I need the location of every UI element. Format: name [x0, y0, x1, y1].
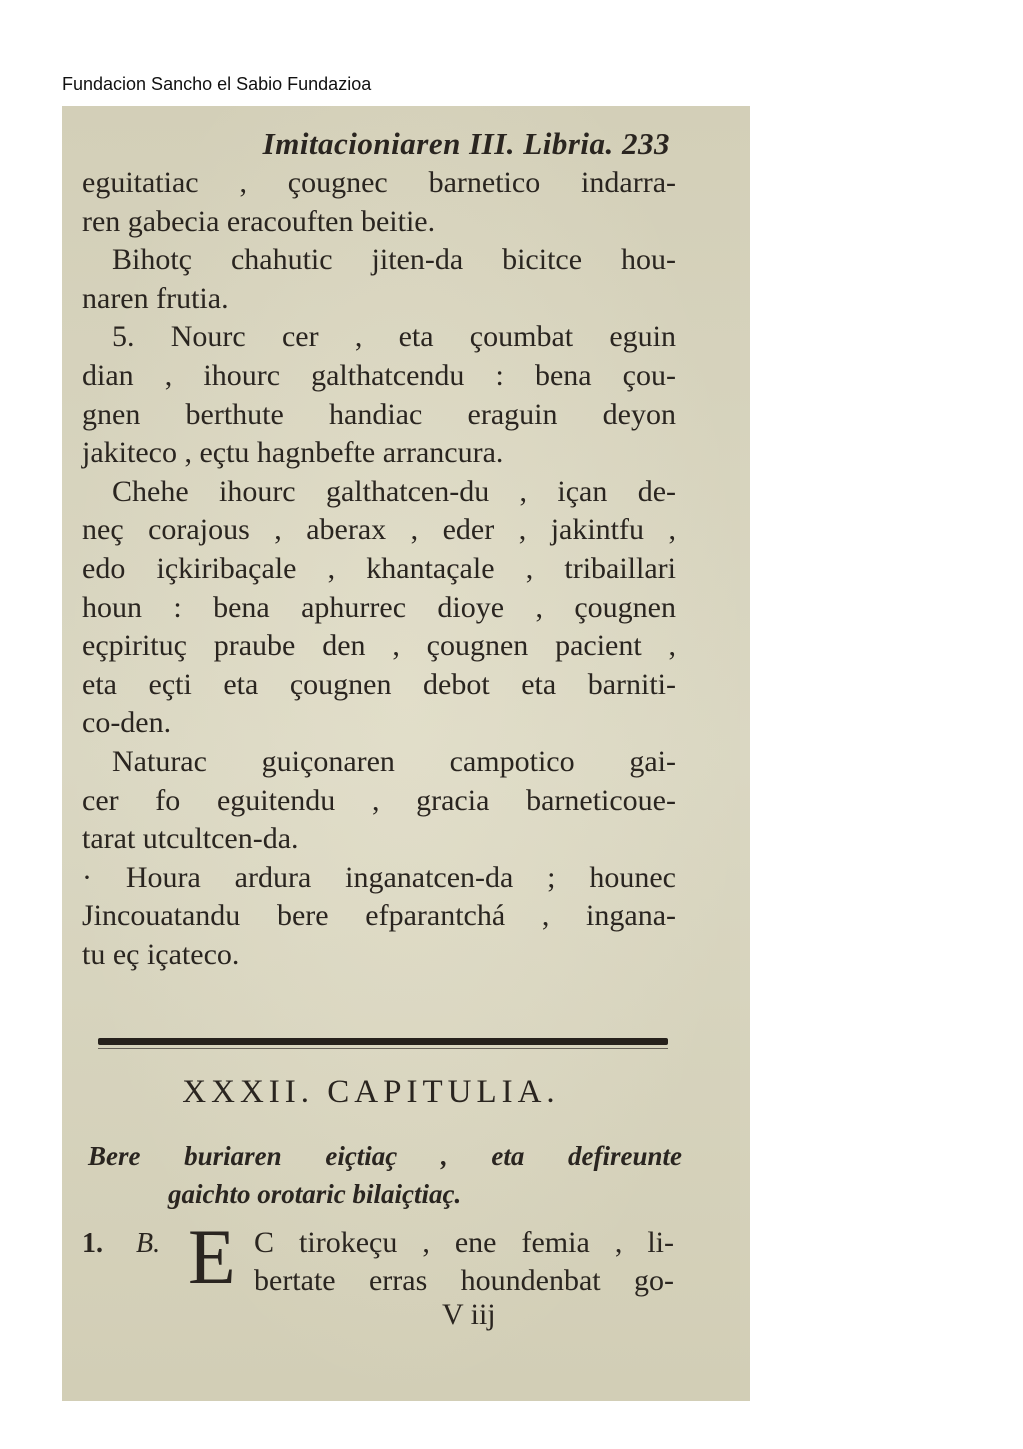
verse-number: 1. [82, 1228, 103, 1259]
text-line: edo içkiribaçale , khantaçale , tribaillari [82, 551, 676, 585]
running-head: Imitacioniaren III. Libria. 233 [262, 126, 670, 161]
text-line: eta eçti eta çougnen debot eta barniti- [82, 667, 676, 701]
text-line: Chehe ihourc galthatcen-du , içan de- [112, 474, 676, 508]
text-line: co-den. [82, 706, 172, 740]
chapter-title: XXXII. CAPITULIA. [182, 1074, 560, 1110]
chapter-divider-thick [98, 1038, 668, 1045]
text-line: tu eç içateco. [82, 937, 240, 971]
text-line: jakiteco , eçtu hagnbefte arrancura. [82, 436, 504, 470]
page-text-block [82, 124, 676, 974]
text-line: tarat utcultcen-da. [82, 822, 299, 856]
drop-cap: E [188, 1213, 236, 1300]
verse-line: bertate erras houndenbat go- [254, 1264, 674, 1297]
text-line: · Houra ardura inganatcen-da ; hounec [82, 860, 676, 894]
chapter-divider-thin [98, 1048, 668, 1049]
text-line: naren frutia. [82, 281, 229, 315]
text-line: eçpirituç praube den , çougnen pacient , [82, 629, 676, 663]
text-line: neç corajous , aberax , eder , jakintfu , [82, 513, 676, 547]
signature-mark: V iij [442, 1298, 496, 1331]
text-line: Jincouatandu bere efparantchá , ingana- [82, 899, 676, 933]
text-line: houn : bena aphurrec dioye , çougnen [82, 590, 676, 624]
text-line: dian , ihourc galthatcendu : bena çou- [82, 358, 676, 392]
body-text [82, 164, 676, 974]
text-line: gnen berthute handiac eraguin deyon [82, 397, 676, 431]
chapter-subtitle-line: gaichto orotaric bilaiçtiaç. [168, 1179, 462, 1209]
text-line: ren gabecia eracouften beitie. [82, 204, 436, 238]
verse-line: C tirokeçu , ene femia , li- [254, 1226, 674, 1259]
text-line: eguitatiac , çougnec barnetico indarra- [82, 166, 676, 199]
chapter-subtitle-line: Bere buriaren eiçtiaç , eta defireunte [88, 1141, 682, 1171]
watermark-text: Fundacion Sancho el Sabio Fundazioa [62, 74, 372, 94]
text-line: cer fo eguitendu , gracia barneticoue- [82, 783, 676, 817]
text-line: Naturac guiçonaren campotico gai- [112, 744, 676, 778]
verse-speaker: B. [136, 1228, 161, 1259]
scanned-page [62, 106, 750, 1401]
verse-block [82, 1213, 682, 1308]
text-line: 5. Nourc cer , eta çoumbat eguin [112, 320, 676, 354]
text-line: Bihotç chahutic jiten-da bicitce hou- [112, 243, 676, 277]
